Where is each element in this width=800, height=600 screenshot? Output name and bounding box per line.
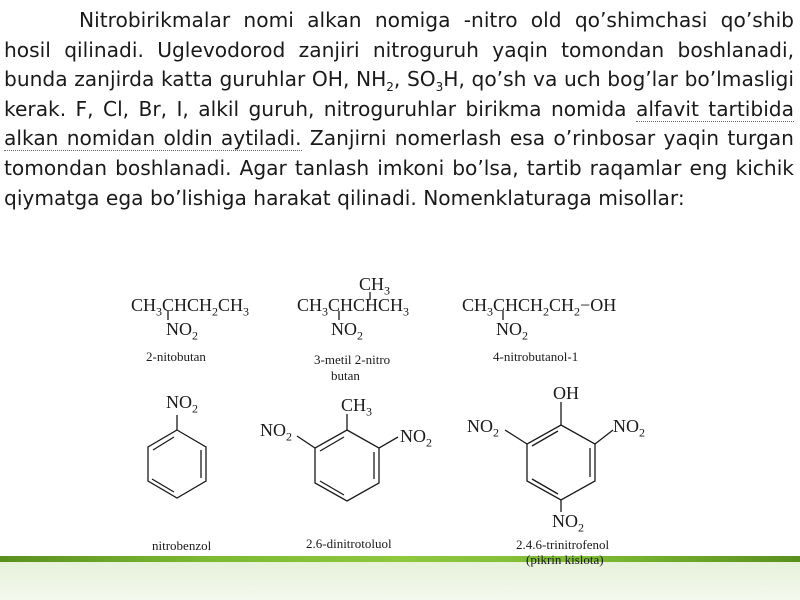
footer-green-bar bbox=[0, 556, 800, 562]
dinitrotoluol-no2-right-bond bbox=[379, 437, 398, 448]
trinitrofenol-no2-right-bond bbox=[595, 430, 613, 444]
paragraph-text-1: Nitrobirikmalar nomi alkan nomiga -nitro old qo’shimchasi qo’shib hosil qilinadi. Uglevodorod zanjiri nitroguruh yaqin tomondan boshlanadi, bunda zanjirda katta guruhlar OH, NH bbox=[4, 8, 794, 92]
dinitrotoluol-no2-left-bond bbox=[297, 436, 315, 448]
formula-2-nitrobutan-no2: $NO_2$ bbox=[166, 319, 198, 343]
caption-trinitrofenol-line1: 2.4.6-trinitrofenol bbox=[516, 537, 610, 552]
trinitrofenol-no2-left-bond bbox=[505, 430, 527, 444]
nitrobenzol-ring bbox=[148, 430, 206, 498]
dinitrotoluol-no2-left-label: $NO_2$ bbox=[260, 420, 292, 444]
trinitrofenol-ring bbox=[527, 425, 595, 500]
paragraph-text-4: Zanjirni nomerlash esa o’rinbosar yaqin turgan tomondan boshlanadi. Agar tanlash imkoni bo’lsa, tartib raqamlar eng kichik qiymatga ega bo’lishiga harakat qilinadi. Nomenklaturaga misollar: bbox=[4, 126, 794, 210]
trinitrofenol-oh-label: OH bbox=[553, 383, 579, 403]
trinitrofenol-no2-right-label: $NO_2$ bbox=[613, 416, 645, 440]
dinitrotoluol-no2-right-label: $NO_2$ bbox=[400, 426, 432, 450]
trinitrofenol-no2-left-label: $NO_2$ bbox=[467, 416, 499, 440]
trinitrofenol-no2-bottom-label: $NO_2$ bbox=[552, 511, 584, 535]
caption-3-metil-line2: butan bbox=[331, 368, 360, 383]
caption-2-nitobutan: 2-nitobutan bbox=[146, 349, 206, 364]
formula-3-metil-no2: $NO_2$ bbox=[331, 319, 363, 343]
caption-3-metil-line1: 3-metil 2-nitro bbox=[314, 352, 391, 367]
caption-trinitrofenol-line2: (pikrin kislota) bbox=[526, 552, 604, 567]
paragraph-text-3: H, qo’sh va uch bog’lar bo’lmasligi kerak. F, Cl, Br, I, alkil guruh, nitroguruhlar birikma nomida bbox=[4, 67, 794, 121]
caption-nitrobenzol: nitrobenzol bbox=[152, 538, 212, 553]
caption-4-nitrobutanol: 4-nitrobutanol-1 bbox=[493, 349, 579, 364]
formula-4-nitrobutanol-no2: $NO_2$ bbox=[496, 319, 528, 343]
dinitrotoluol-ring bbox=[315, 430, 379, 501]
nh2-subscript: 2 bbox=[386, 80, 394, 95]
dinitrotoluol-ch3-label: $CH_3$ bbox=[341, 395, 373, 419]
so3-subscript: 3 bbox=[435, 80, 444, 95]
formula-3-metil-2-nitrobutan: $CH_3CHCHCH_3$ bbox=[297, 295, 410, 319]
formula-2-nitrobutan: $CH_3CHCH_2CH_3$ bbox=[131, 295, 250, 319]
caption-dinitrotoluol: 2.6-dinitrotoluol bbox=[306, 536, 392, 551]
formula-3-metil-ch3: $CH_3$ bbox=[359, 274, 391, 298]
footer-band bbox=[0, 562, 800, 600]
nitrobenzol-no2-label: $NO_2$ bbox=[166, 392, 198, 416]
paragraph-dotted-phrase: alfavit tartibida alkan nomidan oldin aytiladi. bbox=[4, 96, 794, 151]
formula-4-nitrobutanol: $CH_3CHCH_2CH_2-OH$ bbox=[462, 295, 617, 319]
paragraph-text-2: , SO bbox=[393, 67, 436, 92]
